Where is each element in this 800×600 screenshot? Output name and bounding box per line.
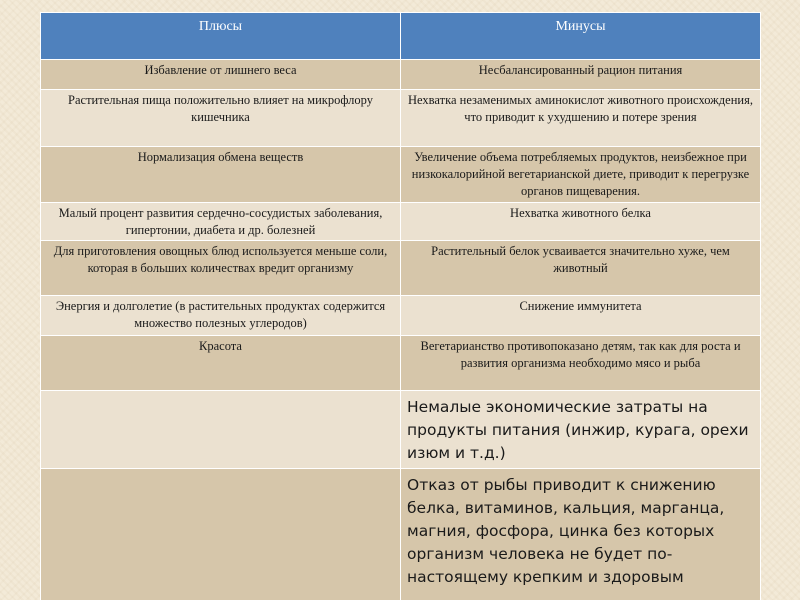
table-row <box>41 391 761 469</box>
con-cell: Снижение иммунитета <box>401 296 761 336</box>
pro-cell <box>41 469 401 600</box>
table-row <box>41 60 761 90</box>
pro-cell: Красота <box>41 336 401 391</box>
table-row <box>41 241 761 296</box>
header-pros: Плюсы <box>41 13 401 60</box>
con-cell: Вегетарианство противопоказано детям, так как для роста и развития организма необходимо мясо и рыба <box>401 336 761 391</box>
header-cons: Минусы <box>401 13 761 60</box>
pro-cell <box>41 391 401 469</box>
con-cell: Немалые экономические затраты на продукты питания (инжир, курага, орехи изюм и т.д.) <box>401 391 761 469</box>
table-row <box>41 203 761 241</box>
con-cell: Нехватка животного белка <box>401 203 761 241</box>
table-row <box>41 336 761 391</box>
con-cell: Отказ от рыбы приводит к снижению белка, витаминов, кальция, марганца, магния, фосфора, цинка без которых организм человека не будет по- настоящему крепким и здоровым <box>401 469 761 600</box>
pro-cell: Избавление от лишнего веса <box>41 60 401 90</box>
pro-cell: Для приготовления овощных блюд используется меньше соли, которая в больших количествах вредит организму <box>41 241 401 296</box>
con-cell: Увеличение объема потребляемых продуктов, неизбежное при низкокалорийной вегетарианской диете, приводит к перегрузке органов пищеварения. <box>401 147 761 203</box>
con-cell: Несбалансированный рацион питания <box>401 60 761 90</box>
pro-cell: Малый процент развития сердечно-сосудистых заболевания, гипертонии, диабета и др. болезней <box>41 203 401 241</box>
con-cell: Растительный белок усваивается значительно хуже, чем животный <box>401 241 761 296</box>
table-row <box>41 469 761 600</box>
header-row <box>41 13 761 60</box>
pro-cell: Энергия и долголетие (в растительных продуктах содержится множество полезных углеродов) <box>41 296 401 336</box>
table-row <box>41 90 761 147</box>
table-row <box>41 147 761 203</box>
pro-cell: Нормализация обмена веществ <box>41 147 401 203</box>
table-row <box>41 296 761 336</box>
con-cell: Нехватка незаменимых аминокислот животного происхождения, что приводит к ухудшению и потере зрения <box>401 90 761 147</box>
pros-cons-table <box>40 12 761 600</box>
pro-cell: Растительная пища положительно влияет на микрофлору кишечника <box>41 90 401 147</box>
